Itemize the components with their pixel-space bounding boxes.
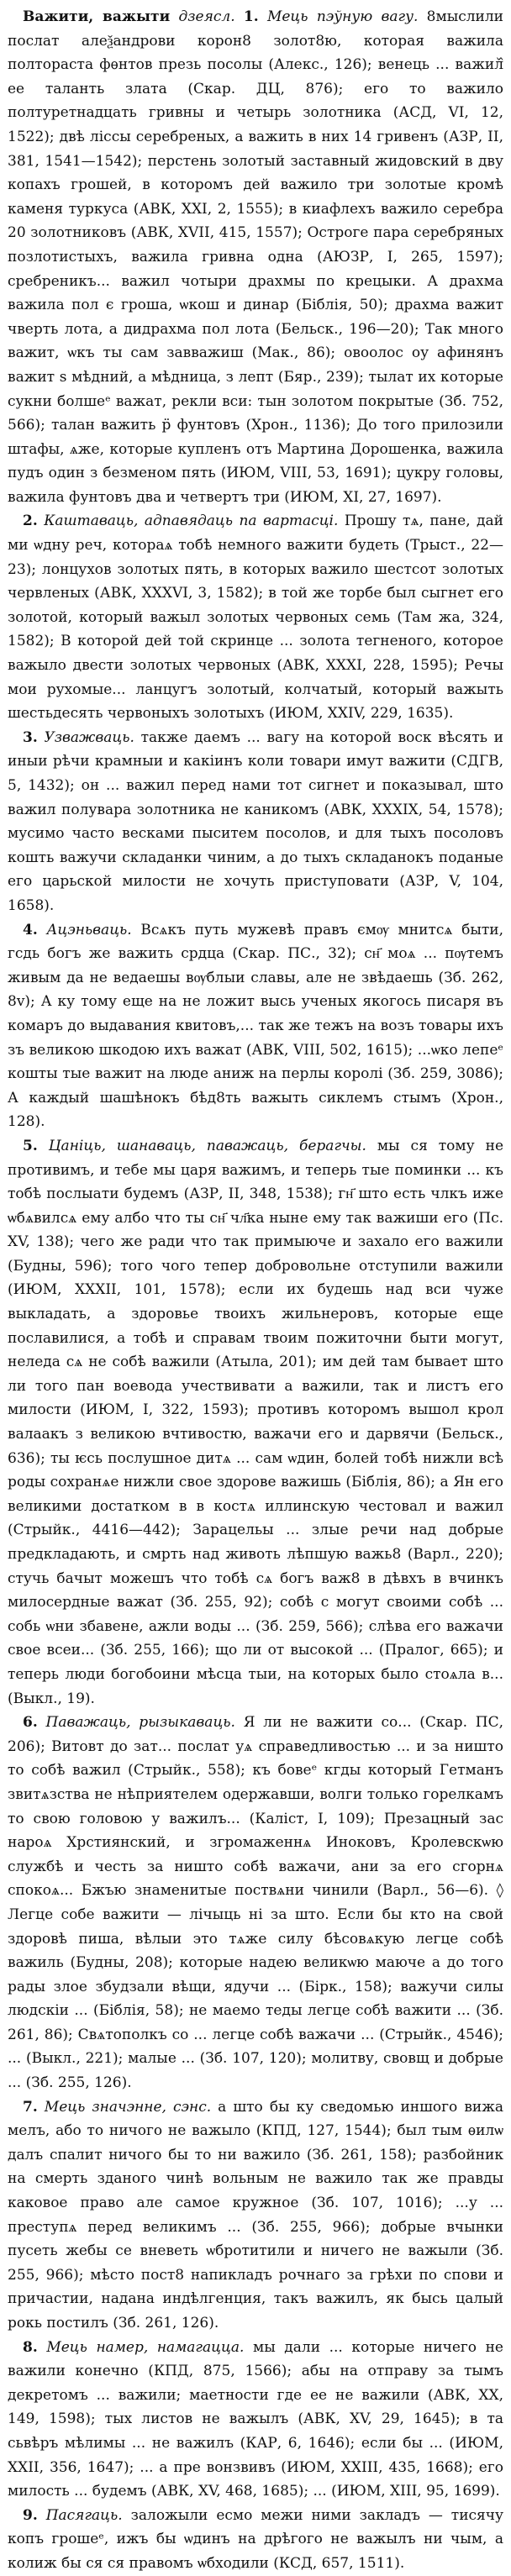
sense-6: [8, 1711, 503, 2095]
sense-gloss: Пасягаць.: [45, 2506, 123, 2524]
sense-number: 9.: [23, 2506, 38, 2524]
sense-text: Всѧкъ путь мужевѣ правъ ємѹ мнитсѧ быти, гсдь богъ же важить срдца (Скар. ПС., 32); сн҃ моѧ ... пѹтемъ живым да не ведаешы вѹблыи славы, але не звѣдаешь (Зб. 262, 8v); А ку тому еще на не ложит высь ученых якогось писаря въ комаръ до выдавания квитовъ,... так же тежъ на возъ товары ихъ зъ великою шкодою ихъ важат (АВК, VIII, 502, 1615); ...ѡко лепеᵉ кошты тые важит на люде аниж на перлы королі (Зб. 259, 3086); А каждый шашѣнокъ бѣд8ть важыть сиклемъ стымъ (Хрон., 128).: [8, 921, 503, 1131]
sense-9: [8, 2504, 503, 2576]
part-of-speech: дзеясл.: [178, 8, 235, 25]
sense-text: мы ся тому не противимъ, и тебе мы царя важимъ, и теперь тые поминки ... къ тобѣ послыати будемъ (АЗР, II, 348, 1538); гн҃ што есть члкъ иже ѡбѧвилсѧ ему албо что ты сн҃ чл҃ка ныне ему так важиши его (Пс. XV, 138); чего же ради что так примыюче и захало его важили (Будны, 596); того чого тепер добровольне отступили важили (ИЮМ, XXXII, 101, 1578); если их будешь над вси чуже выкладать, а здоровье твоихъ жильнеровъ, которые еще пославилися, а тобѣ и справам твоим пожиточни быти могут, неледа сѧ не собѣ важили (Атыла, 201); им дей там бывает што ли того пан воевода учествивати а важили, так и листъ его милости (ИЮМ, I, 322, 1593); противъ которомъ вышол крол валаакъ з великою вчтивостю, важачи его и дарвячи (Бельск., 636); ты ѥсь послушное дитѧ ... сам ѡдин, болей тобѣ нижли всѣ роды сохранѧе нижли свое здорове важишь (Біблія, 86); а Ян его великими достатком в в костѧ иллинскую честовал и важил (Стрыйк., 4416—442); Зарацельы ... злые речи над добрые предкладають, и смрть над животь лѣпшую важь8 (Варл., 220); стучь бачыт можешъ что тобѣ сѧ богъ важ8 в дѣвхъ в вчинкъ милосердные важат (Зб. 255, 92); собѣ с могут своими собѣ ... собь ѡни збавене, ажли воды ... (Зб. 259, 566); слѣва его важачи свое всеи... (Зб. 255, 166); що ли от высокой ... (Пралог, 665); и теперь люди богобоини мѣсца тыи, на которых было стоѧла в... (Выкл., 19).: [8, 1137, 504, 1707]
headword: Важити, важыти: [23, 8, 171, 25]
sense-number: 4.: [23, 921, 38, 938]
sense-4: [8, 918, 503, 1134]
sense-gloss: Мець пэўную вагу.: [266, 8, 419, 25]
sense-gloss: Мець намер, намагацца.: [46, 2338, 245, 2356]
sense-number: 5.: [23, 1137, 38, 1154]
sense-number: 3.: [23, 728, 38, 746]
sense-number: 8.: [23, 2338, 38, 2356]
sense-gloss: Паважаць, рызыкаваць.: [45, 1714, 235, 1732]
dictionary-entry: [8, 5, 503, 2576]
sense-gloss: Ацэньваць.: [46, 921, 132, 938]
sense-text: 8мыслили послат алеѯандрови корон8 золот8ю, которая важила полтораста фѳнтов презь посолы (Алекс., 126); венець ... важил᷈ ее таланть злата (Скар. ДЦ, 876); его то важило полтуретнадцать гривны и четырь золотника (АСД, VI, 12, 1522); двѣ ліссы серебреных, а важить в них 14 гривенъ (АЗР, II, 381, 1541—1542); перстень золотый заставный жидовский в дву копахъ грошей, в которомъ дей важило три золотые кромѣ каменя туркуса (АВК, XXI, 2, 1555); в киафлехъ важило серебра 20 золотниковъ (АВК, XVII, 415, 1557); Остроге пара серебряных позлотистыхъ, важила гривна одна (АЮЗР, I, 265, 1597); сребреникъ... важил чотыри драхмы по крецыки. А драхма важила пол є гроша, ѡкош и динар (Біблія, 50); драхма важит чверть лота, а дидрахма пол лота (Бельск., 196—20); Так много важит, ѡкъ ты сам завважиш (Мак., 86); овоолос оу афинянъ важит ѕ мѣдний, а мѣдница, з лепт (Бяр., 239); тылат их которые сукни болшеᵉ важат, рекли вси: тын золотом покрытые (Зб. 752, 566); талан важить р̈ фунтовъ (Хрон., 1136); До того прилозили штафы, ѧже, которые купленъ отъ Мартина Дорошенка, важила пудъ один з безменом пять (ИЮМ, VIII, 53, 1691); цукру головы, важила фунтовъ два и четвертъ три (ИЮМ, XI, 27, 1697).: [8, 8, 504, 506]
sense-gloss: Цаніць, шанаваць, паважаць, берагчы.: [48, 1137, 366, 1154]
sense-text: заложыли есмо межи ними закладъ — тисячу копъ грошеᵉ, ижъ бы ѡдинъ на дрѣгого не важылъ ни чым, а колиж бы ся ся правомъ ѡбходили (КСД, 657, 1511).: [8, 2506, 504, 2572]
sense-gloss: Узважваць.: [44, 728, 134, 746]
sense-text: также даемъ ... вагу на которой воск вѣсять и иныи рѣчи крамныи и какіинъ коли товари имут важити (СДГВ, 5, 1432); он ... важил перед нами тот сигнет и показывал, што важил полувара золотника не каникомъ (АВК, XXXIX, 54, 1578); мусимо часто весками пыситем посолов, и для тыхъ посоловъ кошть важучи складанки чиним, а до тыхъ складанокъ поданые его царьской милости не хочуть приступовати (АЗР, V, 104, 1658).: [8, 728, 504, 914]
sense-gloss: Каштаваць, адпавядаць па вартасці.: [44, 513, 339, 530]
sense-1: [8, 5, 503, 509]
sense-number: 2.: [23, 513, 38, 530]
sense-number: 7.: [23, 2098, 38, 2116]
sense-7: [8, 2095, 503, 2336]
sense-text: Прошу тѧ, пане, дай ми ѡдну реч, котораѧ тобѣ немного важити будеть (Трыст., 22—23); лонцухов золотых пять, в которых важило шестсот золотых червленых (АВК, XXXVI, 3, 1582); в той же торбе был сыгнет его золотой, который важыл золотых червоных семь (Там жа, 324, 1582); В которой дей той скринце ... золота тегненого, которое важыло двести золотых червоных (АВК, XXXI, 228, 1595); Речы мои рухомые... ланцугъ золотый, колчатый, который важыть шестьдесять червоныхъ золотыхъ (ИЮМ, XXIV, 229, 1635).: [8, 513, 503, 723]
sense-gloss: Мець значэнне, сэнс.: [44, 2098, 212, 2116]
sense-8: [8, 2336, 503, 2504]
sense-text: а што бы ку сведомью иншого вижа мелъ, або то ничого не важыло (КПД, 127, 1544); был тым ѳилѡ далъ спалит ничого бы то ни важило (Зб. 261, 158); разбойник на смерть зданого чинѣ вольным не важило так же правды каковое право але самое кружное (Зб. 107, 1016); ...у ... преступѧ перед великимъ ... (Зб. 255, 966); добрые вчынки пусеть жебы се вневеть ѡбротитили и ничего не важыли (Зб. 255, 966); мѣсто пост8 напикладъ рочнаго за грѣхи по спови и причастии, надана индѣлгенция, такъ важилъ, як бысь цалый рокь постилъ (Зб. 261, 126).: [8, 2098, 503, 2332]
sense-text: мы дали ... которые ничего не важили конечно (КПД, 875, 1566); абы на отправу за тымъ декретомъ ... важили; маетности где ее не важили (АВК, XX, 149, 1598); тых листов не важылъ (АВК, XV, 29, 1645); в та сьвѣръ мѣлимы ... не важилъ (КАР, 6, 1646); если бы ... (ИЮМ, XXII, 356, 1647); ... а пре вонзвивъ (ИЮМ, XXIII, 435, 1668); его милость ... будемъ (АВК, XV, 468, 1685); ... (ИЮМ, XIII, 95, 1699).: [8, 2338, 503, 2500]
sense-2: [8, 509, 503, 725]
sense-number: 6.: [23, 1714, 38, 1732]
sense-number: 1.: [243, 8, 259, 25]
sense-5: [8, 1134, 503, 1711]
sense-text: Я ли не важити со... (Скар. ПС, 206); Витовт до зат... послат уѧ справедливостью ... и за ништо то собѣ важил (Стрыйк., 558); къ бовеᵉ кгды который Гетманъ звитѧзства не нѣприятелем одержавши, волги только горелкамъ то свою головою у важилъ... (Калiст, I, 109); Презацный зас нароѧ Хрстиянский, и згромаженнѧ Иноковъ, Кролевскѡю службѣ и честь за ништо собѣ важачи, ани за его сгорнѧ спокоѧ... Бжъю знаменитые поствѧни чинили (Варл., 56—6). ◊ Легце собе важити — лічыць ні за што. Если бы кто на свой здоровѣ пиша, вѣлыи это тѧже силу бѣсовѧкую легце собѣ важиль (Будны, 208); которые надею великѡю маюче а до того рады злое збудзали вѣщи, ядучи ... (Бірк., 158); важучи силы людскіи ... (Біблія, 58); не маемо теды легце собѣ важити ... (Зб. 261, 86); Свѧтополкъ со ... легце собѣ важачи ... (Стрыйк., 4546); ... (Выкл., 221); малые ... (Зб. 107, 120); молитву, свовщ и добрые ... (Зб. 255, 126).: [8, 1714, 503, 2092]
sense-3: [8, 726, 503, 918]
